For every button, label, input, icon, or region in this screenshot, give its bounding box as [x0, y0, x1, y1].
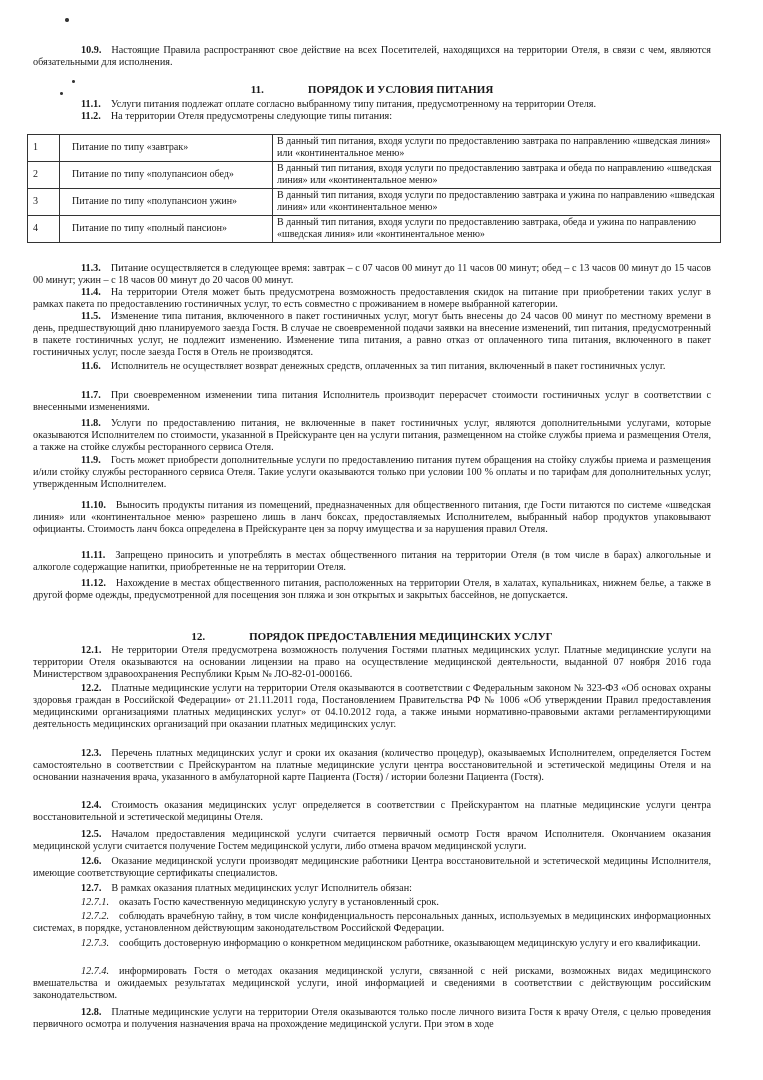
meal-type: Питание по типу «полупансион ужин»	[60, 189, 273, 216]
paragraph-11-2	[33, 111, 711, 123]
paragraph-text: Началом предоставления медицинской услуги считается первичный осмотр Гостя врачом Исполнителя. Окончанием оказания медицинской услуги считается получение Гостем медицинской услуги, либо отмена врачом медицинской услуги.	[33, 829, 711, 853]
paragraph-11-8	[33, 418, 711, 454]
paragraph-number: 12.2.	[81, 683, 102, 694]
paragraph-number: 11.8.	[81, 418, 101, 429]
paragraph-text: Выносить продукты питания из помещений, предназначенных для общественного питания, где Гости питаются по системе «шведская линия» или «континентальное меню» разрешено лишь в ланч боксах, предоставляемых Исполнителем, выбранный набор продуктов упаковывают официанты. Стоимость ланч бокса определена в Прейскуранте цен за порчу имущества и за нарушения правил Отеля.	[33, 500, 711, 536]
paragraph-number: 12.7.1.	[81, 897, 110, 908]
paragraph-number: 11.6.	[81, 361, 101, 372]
paragraph-12-7-3	[33, 938, 711, 950]
paragraph-12-7	[33, 883, 711, 895]
meal-description: В данный тип питания, входя услуги по предоставлению завтрака и ужина по направлению «шведская линия» или «континентальное меню»	[273, 189, 721, 216]
paragraph-text: В рамках оказания платных медицинских услуг Исполнитель обязан:	[111, 883, 412, 894]
section-title: ПОРЯДОК И УСЛОВИЯ ПИТАНИЯ	[307, 84, 494, 96]
paragraph-text: Платные медицинские услуги на территории Отеля оказываются в соответствии с Федеральным законом № 323-ФЗ «Об основах охраны здоровья граждан в Российской Федерации» от 21.11.2011 года, Постановлением Правительства РФ № 1006 «Об утверждении Правил предоставления медицинскими организациями платных медицинских услуг» от 04.10.2012 года, а также иными нормативно-правовыми актами регламентирующими деятельность медицинских организаций при оказании платных медицинских услуг.	[33, 683, 711, 731]
row-number: 2	[28, 162, 60, 189]
paragraph-number: 12.7.4.	[81, 966, 110, 977]
paragraph-number: 11.5.	[81, 311, 101, 322]
paragraph-number: 11.11.	[81, 550, 106, 561]
section-11-heading	[33, 84, 711, 96]
paragraph-text: На территории Отеля предусмотрены следующие типы питания:	[110, 111, 393, 122]
paragraph-number: 11.9.	[81, 455, 101, 466]
paragraph-11-6	[33, 361, 711, 373]
paragraph-11-4	[33, 287, 711, 311]
paragraph-text: Исполнитель не осуществляет возврат денежных средств, оплаченных за тип питания, включенный в пакет гостиничных услуг.	[110, 361, 666, 372]
paragraph-11-10	[33, 500, 711, 536]
paragraph-number: 12.1.	[81, 645, 102, 656]
paragraph-text: соблюдать врачебную тайну, в том числе конфиденциальность персональных данных, используемых в медицинских информационных системах, в порядке, установленном действующим законодательством Российской Федерации.	[33, 911, 711, 935]
meal-description: В данный тип питания, входя услуги по предоставлению завтрака, обеда и ужина по направлению «шведская линия» или «континентальное меню»	[273, 216, 721, 243]
paragraph-number: 11.7.	[81, 390, 101, 401]
row-number: 1	[28, 135, 60, 162]
paragraph-number: 12.7.	[81, 883, 102, 894]
section-title: ПОРЯДОК ПРЕДОСТАВЛЕНИЯ МЕДИЦИНСКИХ УСЛУГ	[249, 631, 553, 643]
paragraph-text: Нахождение в местах общественного питания, расположенных на территории Отеля, в халатах, купальниках, нижнем белье, а также в другой форме одежды, предусмотренной для посещения зон пляжа и зон открытых и закрытых бассейнов, не допускается.	[33, 578, 711, 602]
paragraph-text: Стоимость оказания медицинских услуг определяется в соответствии с Прейскурантом на платные медицинские услуги центра восстановительной и эстетической медицины Отеля.	[33, 800, 711, 824]
table-row	[28, 135, 721, 162]
paragraph-12-7-1	[33, 897, 711, 909]
paragraph-10-9	[33, 45, 711, 69]
paragraph-number: 12.6.	[81, 856, 102, 867]
paragraph-text: Услуги по предоставлению питания, не включенные в пакет гостиничных услуг, являются дополнительными услугами, которые оказываются Исполнителем по стоимости, указанной в Прейскуранте цен на услуги питания, размещенном на стойке службы приема и размещения Отеля, а также на стойке службы ресторанного сервиса Отеля.	[33, 418, 711, 454]
paragraph-number: 11.3.	[81, 263, 101, 274]
paragraph-text: Питание осуществляется в следующее время: завтрак – с 07 часов 00 минут до 11 часов 00 минут; обед – с 13 часов 00 минут до 15 часов 00 минут; ужин – с 18 часов 00 минут до 20 часов 00 минут.	[33, 263, 711, 287]
paragraph-12-8	[33, 1007, 711, 1031]
paragraph-text: Не территории Отеля предусмотрена возможность получения Гостями платных медицинских услуг. Платные медицинские услуги на территории Отеля оказываются на основании лицензии на право на осуществление медицинской деятельности, выданной 07 ноября 2016 года Министерством здравоохранения Республики Крым № ЛО-82-01-000166.	[33, 645, 711, 681]
meal-description: В данный тип питания, входя услуги по предоставлению завтрака и обеда по направлению «шведская линия» или «континентальное меню»	[273, 162, 721, 189]
meal-type: Питание по типу «полный пансион»	[60, 216, 273, 243]
scan-speck	[65, 18, 69, 22]
paragraph-text: сообщить достоверную информацию о конкретном медицинском работнике, оказывающем медицинскую услугу и его квалификации.	[119, 938, 701, 949]
table-row	[28, 216, 721, 243]
paragraph-11-12	[33, 578, 711, 602]
paragraph-11-5	[33, 311, 711, 359]
paragraph-12-4	[33, 800, 711, 824]
table-row	[28, 189, 721, 216]
meal-type: Питание по типу «полупансион обед»	[60, 162, 273, 189]
paragraph-12-1	[33, 645, 711, 681]
table-row	[28, 162, 721, 189]
paragraph-number: 12.8.	[81, 1007, 102, 1018]
section-number: 12.	[191, 631, 206, 643]
paragraph-number: 11.10.	[81, 500, 106, 511]
paragraph-number: 10.9.	[81, 45, 102, 56]
paragraph-text: Перечень платных медицинских услуг и сроки их оказания (количество процедур), оказываемых Исполнителем, определяется Гостем самостоятельно в соответствии с Прейскурантом на платные медицинские услуги центра восстановительной и эстетической медицины Отеля и на основании назначения врача, указанного в амбулаторной карте Пациента (Гостя) / истории болезни Пациента (Гостя).	[33, 748, 711, 784]
paragraph-number: 12.7.2.	[81, 911, 110, 922]
meal-description: В данный тип питания, входя услуги по предоставлению завтрака по направлению «шведская линия» или «континентальное меню»	[273, 135, 721, 162]
paragraph-number: 11.4.	[81, 287, 101, 298]
paragraph-number: 12.3.	[81, 748, 102, 759]
paragraph-11-1	[33, 99, 711, 111]
paragraph-text: Настоящие Правила распространяют свое действие на всех Посетителей, находящихся на территории Отеля, в связи с чем, являются обязательными для исполнения.	[33, 45, 711, 69]
paragraph-number: 11.2.	[81, 111, 101, 122]
row-number: 4	[28, 216, 60, 243]
paragraph-number: 11.12.	[81, 578, 106, 589]
meal-types-table	[27, 134, 721, 243]
paragraph-number: 11.1.	[81, 99, 101, 110]
paragraph-12-2	[33, 683, 711, 731]
paragraph-text: оказать Гостю качественную медицинскую услугу в установленный срок.	[119, 897, 439, 908]
paragraph-text: Услуги питания подлежат оплате согласно выбранному типу питания, предусмотренному на территории Отеля.	[110, 99, 597, 110]
paragraph-text: Изменение типа питания, включенного в пакет гостиничных услуг, могут быть внесены до 24 часов 00 минут по местному времени в день, предшествующий дню планируемого заезда Гостя. В случае не своевременной подачи заявки на внесение изменений, тип питания, предусмотренный в пакете гостиничных услуг, не подлежит изменению. Изменение типа питания, а равно отказ от оплаченного типа питания, включенного в пакет гостиничных услуг, после заезда Гостя в Отель не производятся.	[33, 311, 711, 359]
paragraph-12-5	[33, 829, 711, 853]
paragraph-text: Оказание медицинской услуги производят медицинские работники Центра восстановительной и эстетической медицины Исполнителя, имеющие соответствующие сертификаты специалистов.	[33, 856, 711, 880]
paragraph-number: 12.7.3.	[81, 938, 110, 949]
paragraph-text: Гость может приобрести дополнительные услуги по предоставлению питания путем обращения на стойку службы приема и размещения и/или стойку службы ресторанного сервиса Отеля. Такие услуги оказываются только при условии 100 % оплаты и по тарифам для дополнительных услуг, утвержденным Исполнителем.	[33, 455, 711, 491]
paragraph-text: На территории Отеля может быть предусмотрена возможность предоставления скидок на питание при приобретении таких услуг в рамках пакета по предоставлению гостиничных услуг, то есть совместно с проживанием в номере выбранной категории.	[33, 287, 711, 311]
paragraph-11-11	[33, 550, 711, 574]
paragraph-11-9	[33, 455, 711, 491]
paragraph-text: При своевременном изменении типа питания Исполнитель производит перерасчет стоимости гостиничных услуг в соответствии с внесенными изменениями.	[33, 390, 711, 414]
paragraph-text: Запрещено приносить и употреблять в местах общественного питания на территории Отеля (в том числе в барах) алкогольные и алкоголе содержащие напитки, приобретенные не на территории Отеля.	[33, 550, 711, 574]
paragraph-number: 12.5.	[81, 829, 102, 840]
scan-speck	[72, 80, 75, 83]
meal-type: Питание по типу «завтрак»	[60, 135, 273, 162]
paragraph-12-6	[33, 856, 711, 880]
paragraph-11-7	[33, 390, 711, 414]
section-12-heading	[33, 631, 711, 643]
paragraph-12-3	[33, 748, 711, 784]
paragraph-text: Платные медицинские услуги на территории Отеля оказываются только после личного визита Гостя к врачу Отеля, с целью проведения первичного осмотра и получения назначения врача на прохождение медицинской услуги. При этом в ходе	[33, 1007, 711, 1031]
row-number: 3	[28, 189, 60, 216]
section-number: 11.	[250, 84, 264, 96]
paragraph-12-7-4	[33, 966, 711, 1002]
paragraph-text: информировать Гостя о методах оказания медицинской услуги, связанной с ней рисками, возможных видах медицинского вмешательства и ожидаемых результатах медицинской услуги, иной информацией и сведениями в соответствии с действующим российским законодательством.	[33, 966, 711, 1002]
paragraph-number: 12.4.	[81, 800, 102, 811]
paragraph-12-7-2	[33, 911, 711, 935]
paragraph-11-3	[33, 263, 711, 287]
